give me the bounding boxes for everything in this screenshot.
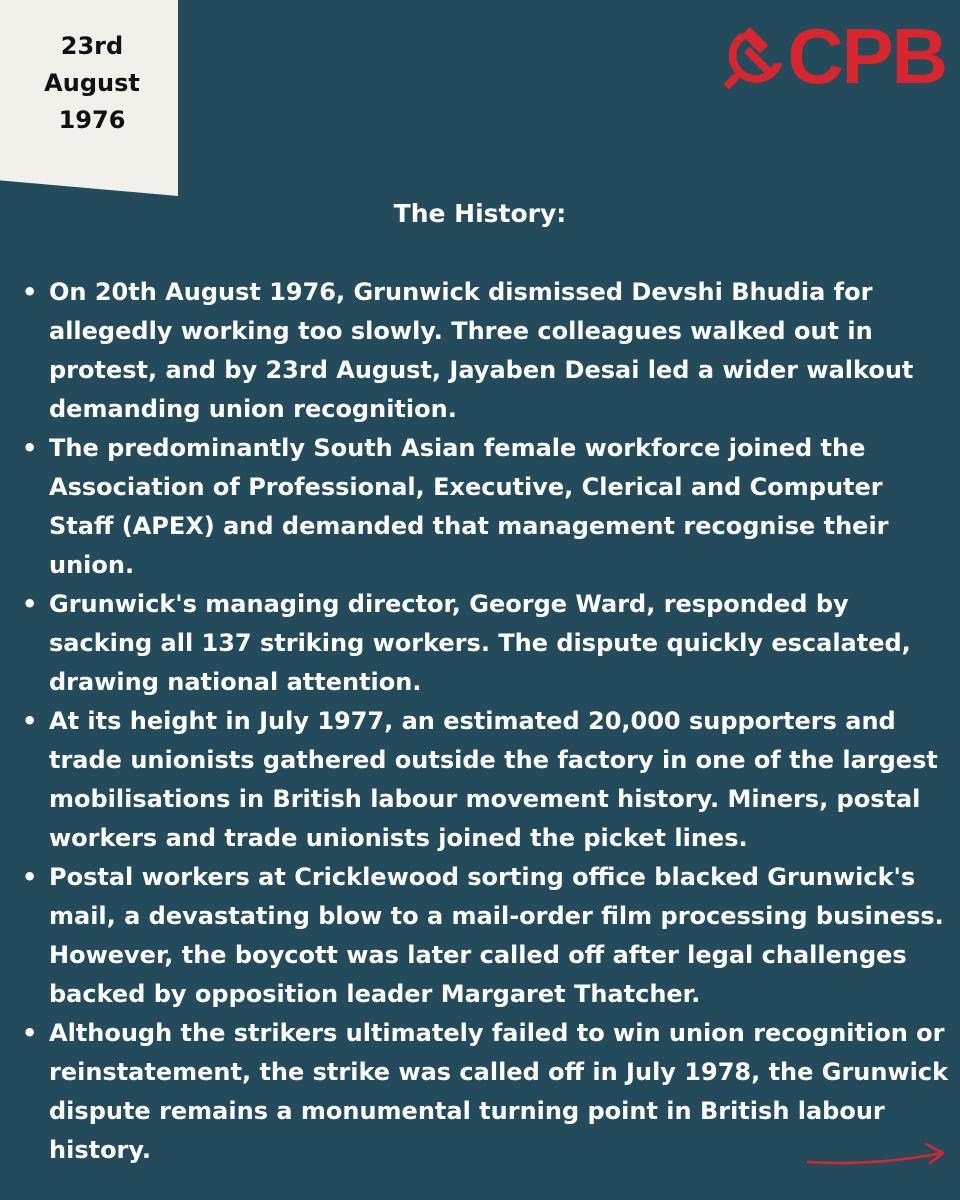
section-heading: The History: <box>393 199 567 228</box>
bullet-icon: • <box>22 863 38 891</box>
list-item-text: The predominantly South Asian female workforce joined the Association of Professional, Executive, Clerical and Computer Staff (APEX) and demanded that management recognise their union. <box>49 434 889 579</box>
hammer-and-sickle-icon <box>719 20 791 92</box>
date-year: 1976 <box>58 106 126 134</box>
cpb-logo <box>690 12 946 100</box>
bullet-icon: • <box>22 590 38 618</box>
list-item-text: Grunwick's managing director, George Ward, responded by sacking all 137 striking workers. The dispute quickly escalated, drawing national attention. <box>49 590 911 696</box>
list-item-text: At its height in July 1977, an estimated 20,000 supporters and trade unionists gathered outside the factory in one of the largest mobilisations in British labour movement history. Miners, postal workers and trade unionists joined the picket lines. <box>49 707 938 852</box>
bullet-icon: • <box>22 434 38 462</box>
list-item <box>22 858 954 1014</box>
date-label <box>0 28 184 139</box>
history-list <box>22 273 954 1170</box>
list-item <box>22 585 954 702</box>
date-month: August <box>44 69 140 97</box>
next-arrow-icon[interactable] <box>806 1140 948 1170</box>
list-item <box>22 273 954 429</box>
date-day: 23rd <box>60 32 124 60</box>
list-item-text: Postal workers at Cricklewood sorting office blacked Grunwick's mail, a devastating blow to a mail-order film processing business. However, the boycott was later called off after legal challenges backed by opposition leader Margaret Thatcher. <box>49 863 944 1008</box>
list-item-text: On 20th August 1976, Grunwick dismissed Devshi Bhudia for allegedly working too slowly. Three colleagues walked out in protest, and by 23rd August, Jayaben Desai led a wider walkout demanding union recognition. <box>49 278 914 423</box>
list-item-text: Although the strikers ultimately failed to win union recognition or reinstatement, the strike was called off in July 1978, the Grunwick dispute remains a monumental turning point in British labour history. <box>49 1019 949 1164</box>
bullet-icon: • <box>22 278 38 306</box>
list-item <box>22 429 954 585</box>
list-item <box>22 702 954 858</box>
logo-text: CPB <box>787 12 946 100</box>
bullet-icon: • <box>22 707 38 735</box>
bullet-icon: • <box>22 1019 38 1047</box>
